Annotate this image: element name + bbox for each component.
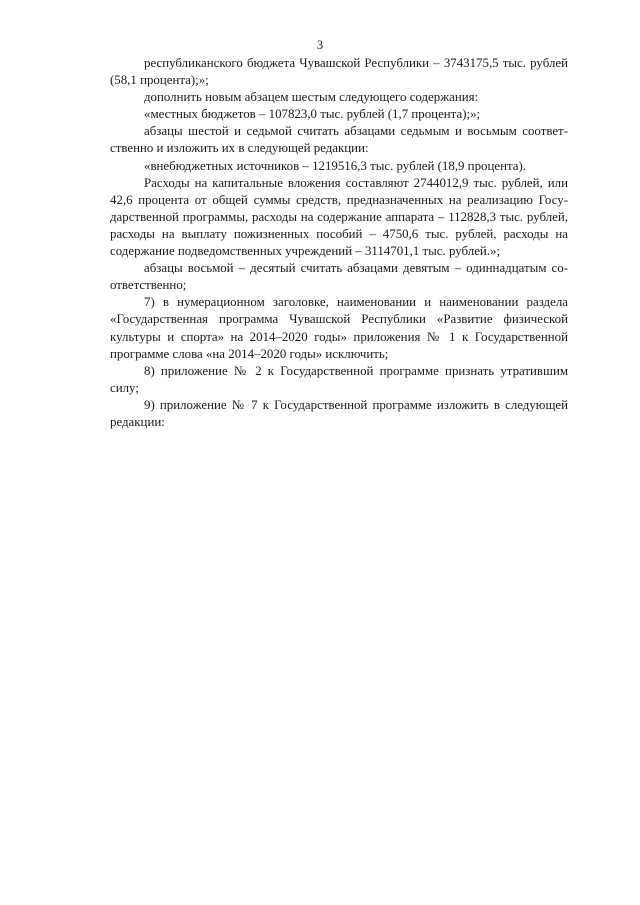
paragraph-item-7: 7) в нумерационном заголовке, наименовании и наименовании раздела «Государственная программа Чувашской Республики «Развитие физической культуры и спорта» на 2014–2020 годы» приложения № 1 к Государственной программе слова «на 2014–2020 годы» исключить; (110, 295, 568, 361)
paragraph-republic-budget: республиканского бюджета Чувашской Республики – 3743175,5 тыс. рублей (58,1 процента);»; (110, 56, 568, 88)
page-number: 3 (316, 38, 324, 52)
paragraph-capital-expenditures: Расходы на капитальные вложения составляют 2744012,9 тыс. рублей, или 42,6 процента от общей суммы средств, предназначенных на реализацию Государственной программы, расходы на содержание аппарата – 112828,3 тыс. рублей, расходы на выплату пожизненных пособий – 4750,6 тыс. рублей, расходы на содержание подведомственных учреждений – 3114701,1 тыс. рублей.»; (110, 175, 568, 259)
document-body (110, 55, 568, 431)
paragraph-item-8: 8) приложение № 2 к Государственной программе признать утратившим силу; (110, 363, 568, 395)
paragraph-add-sixth-abzac: дополнить новым абзацем шестым следующего содержания: (144, 90, 479, 105)
paragraph-renumber-sixth-seventh: абзацы шестой и седьмой считать абзацами седьмым и восьмым соответственно и изложить их в следующей редакции: (110, 124, 568, 156)
paragraph-item-9: 9) приложение № 7 к Государственной программе изложить в следующей редакции: (110, 397, 568, 429)
paragraph-renumber-eighth-tenth: абзацы восьмой – десятый считать абзацами девятым – одиннадцатым соответственно; (110, 261, 568, 293)
paragraph-local-budgets: «местных бюджетов – 107823,0 тыс. рублей (1,7 процента);»; (144, 107, 481, 122)
paragraph-extra-budgetary-sources: «внебюджетных источников – 1219516,3 тыс. рублей (18,9 процента). (144, 158, 527, 173)
